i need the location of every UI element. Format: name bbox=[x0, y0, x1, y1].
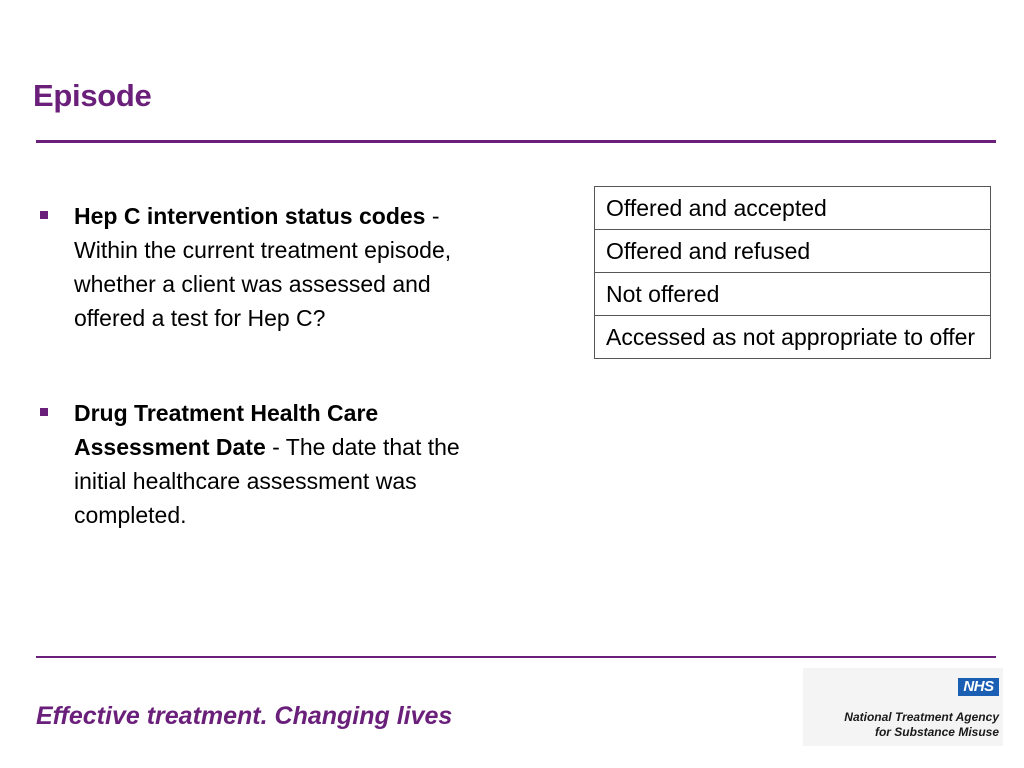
table-cell: Not offered bbox=[595, 273, 991, 316]
header-divider bbox=[36, 140, 996, 143]
bullet-term: Hep C intervention status codes bbox=[74, 203, 426, 229]
agency-line-2: for Substance Misuse bbox=[874, 725, 999, 739]
table-row bbox=[595, 273, 991, 316]
nhs-logo-icon: NHS bbox=[958, 678, 999, 696]
agency-name bbox=[844, 710, 999, 740]
table-row bbox=[595, 316, 991, 359]
bullet-item bbox=[40, 199, 490, 335]
agency-line-1: National Treatment Agency bbox=[844, 710, 999, 724]
footer-divider bbox=[36, 656, 996, 658]
table-row bbox=[595, 230, 991, 273]
table-row bbox=[595, 187, 991, 230]
bullet-square-icon bbox=[40, 211, 48, 219]
bullet-term: Drug Treatment Health Care Assessment Date bbox=[74, 400, 379, 460]
bullet-list bbox=[40, 199, 490, 593]
table-cell: Offered and refused bbox=[595, 230, 991, 273]
footer-tagline: Effective treatment. Changing lives bbox=[36, 702, 453, 730]
table-cell: Offered and accepted bbox=[595, 187, 991, 230]
nta-logo bbox=[803, 668, 1003, 746]
table-cell: Accessed as not appropriate to offer bbox=[595, 316, 991, 359]
bullet-description: - The date that the initial healthcare assessment was completed. bbox=[74, 434, 460, 528]
bullet-item bbox=[40, 396, 490, 532]
slide-title: Episode bbox=[33, 78, 152, 113]
bullet-description: - Within the current treatment episode, whether a client was assessed and offered a test for Hep C? bbox=[74, 203, 452, 331]
bullet-square-icon bbox=[40, 408, 48, 416]
status-codes-table bbox=[594, 186, 991, 359]
